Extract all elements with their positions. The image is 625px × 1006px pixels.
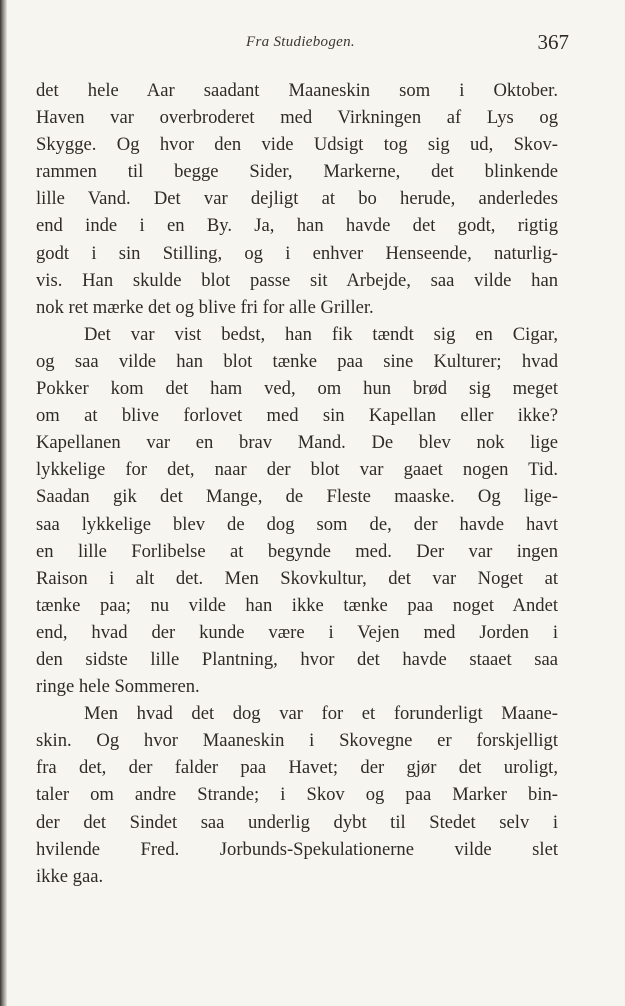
text-line: ringe hele Sommeren. bbox=[36, 676, 200, 698]
text-line: det hele Aar saadant Maaneskin som i Oktober. bbox=[36, 80, 558, 101]
running-head bbox=[36, 30, 569, 56]
paragraph-1 bbox=[36, 77, 558, 321]
running-title: Fra Studiebogen. bbox=[246, 34, 355, 50]
text-line: der det Sindet saa underlig dybt til Stedet selv i bbox=[36, 811, 558, 833]
paragraph-2 bbox=[36, 321, 558, 700]
text-line: skin. Og hvor Maaneskin i Skovegne er forskjelligt bbox=[36, 730, 558, 752]
text-line: om at blive forlovet med sin Kapellan eller ikke? bbox=[36, 405, 558, 427]
text-line: og saa vilde han blot tænke paa sine Kulturer; hvad bbox=[36, 350, 558, 372]
text-line: Kapellanen var en brav Mand. De blev nok lige bbox=[36, 432, 558, 454]
text-line: lykkelige for det, naar der blot var gaaet nogen Tid. bbox=[36, 459, 558, 481]
text-line: den sidste lille Plantning, hvor det havde staaet saa bbox=[36, 648, 558, 670]
text-line: godt i sin Stilling, og i enhver Henseende, naturlig- bbox=[36, 242, 558, 264]
text-line: en lille Forlibelse at begynde med. Der var ingen bbox=[36, 540, 558, 562]
text-line: end inde i en By. Ja, han havde det godt, rigtig bbox=[36, 215, 558, 237]
text-line: vis. Han skulde blot passe sit Arbejde, saa vilde han bbox=[36, 269, 558, 291]
text-line: tænke paa; nu vilde han ikke tænke paa noget Andet bbox=[36, 594, 558, 616]
text-line: Men hvad det dog var for et forunderligt Maane- bbox=[84, 703, 558, 725]
text-line: Det var vist bedst, han fik tændt sig en Cigar, bbox=[84, 323, 558, 345]
body-text bbox=[36, 77, 558, 890]
text-line: hvilende Fred. Jorbunds-Spekulationerne vilde slet bbox=[36, 838, 558, 860]
text-line: Raison i alt det. Men Skovkultur, det var Noget at bbox=[36, 567, 558, 589]
text-line: Pokker kom det ham ved, om hun brød sig meget bbox=[36, 378, 558, 400]
page-number: 367 bbox=[537, 30, 569, 54]
text-line: Skygge. Og hvor den vide Udsigt tog sig ud, Skov- bbox=[36, 134, 558, 156]
text-line: ikke gaa. bbox=[36, 865, 104, 887]
paragraph-3 bbox=[36, 700, 558, 890]
text-line: end, hvad der kunde være i Vejen med Jorden i bbox=[36, 621, 558, 643]
text-line: lille Vand. Det var dejligt at bo herude, anderledes bbox=[36, 188, 558, 210]
text-line: Haven var overbroderet med Virkningen af Lys og bbox=[36, 107, 558, 129]
page-binding-edge bbox=[0, 0, 7, 1006]
text-line: taler om andre Strande; i Skov og paa Marker bin- bbox=[36, 784, 558, 806]
text-line: nok ret mærke det og blive fri for alle Griller. bbox=[36, 296, 374, 318]
text-line: saa lykkelige blev de dog som de, der havde havt bbox=[36, 513, 558, 535]
text-line: fra det, der falder paa Havet; der gjør det uroligt, bbox=[36, 757, 558, 779]
text-line: rammen til begge Sider, Markerne, det blinkende bbox=[36, 161, 558, 183]
text-line: Saadan gik det Mange, de Fleste maaske. Og lige- bbox=[36, 486, 558, 508]
